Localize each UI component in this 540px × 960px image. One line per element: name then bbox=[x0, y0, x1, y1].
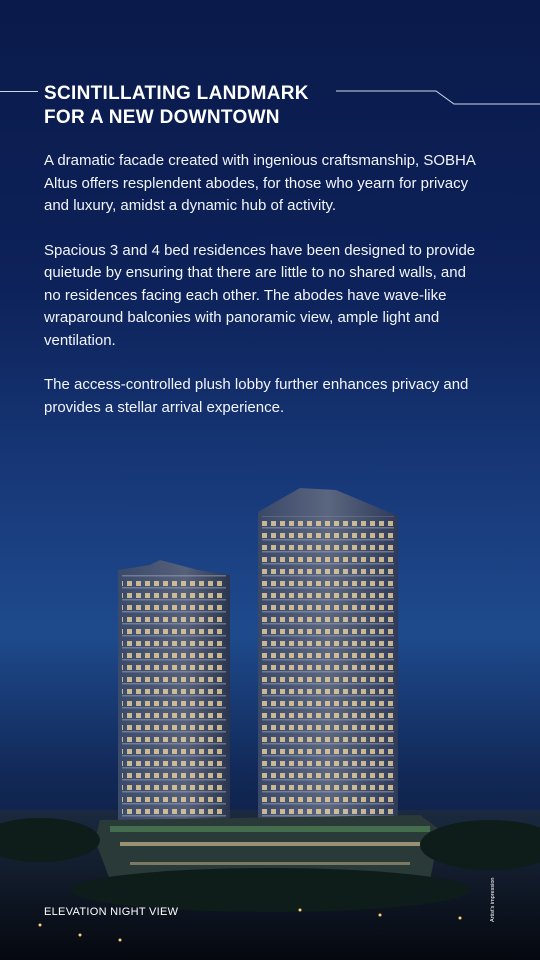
paragraph-residences: Spacious 3 and 4 bed residences have been designed to provide quietude by ensuring that there are little to no shared walls, and no residences facing each other. The abodes have wave-like wraparound balconies with panoramic view, ample light and ventilation. bbox=[44, 241, 476, 349]
title-rule-right bbox=[336, 86, 540, 108]
body-copy bbox=[44, 150, 484, 441]
paragraph-intro: A dramatic facade created with ingenious craftsmanship, SOBHA Altus offers resplendent abodes, for those who yearn for privacy and luxury, amidst a dynamic hub of activity. bbox=[44, 152, 476, 214]
elevation-night-view-image bbox=[0, 470, 540, 960]
paragraph-lobby: The access-controlled plush lobby further enhances privacy and provides a stellar arrival experience. bbox=[44, 376, 469, 416]
left-tower bbox=[118, 560, 230, 830]
title-rule-left bbox=[0, 91, 38, 92]
right-tower bbox=[258, 488, 398, 830]
page-title-line-1: SCINTILLATING LANDMARK bbox=[44, 83, 309, 104]
page-title bbox=[44, 82, 309, 130]
image-caption: ELEVATION NIGHT VIEW bbox=[44, 906, 179, 918]
page-title-line-2: FOR A NEW DOWNTOWN bbox=[44, 107, 280, 128]
artist-impression-note: Artist's impression bbox=[490, 877, 496, 922]
